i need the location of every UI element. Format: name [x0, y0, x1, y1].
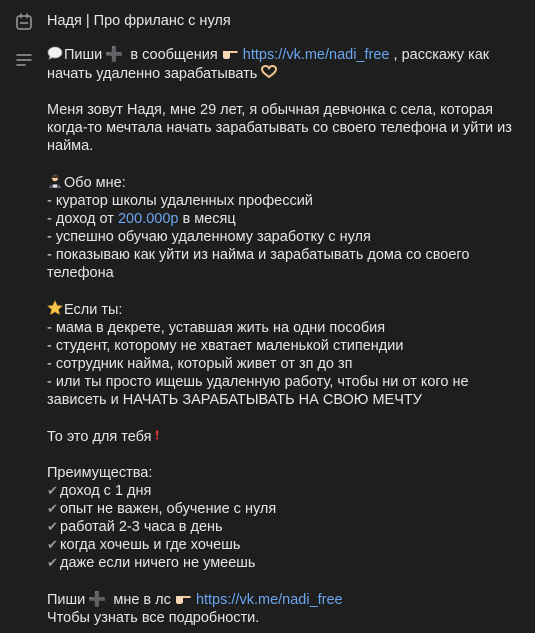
- about-paragraph: Меня зовут Надя, мне 29 лет, я обычная девчонка с села, которая когда-то мечтала начать зарабатывать со своего телефона и уйти из найма.: [47, 102, 512, 154]
- intro-after-text: , расскажу как начать удаленно зарабатывать: [47, 47, 490, 82]
- backhand-index-pointing-right-icon: [175, 590, 191, 606]
- check-mark-icon: ✔: [47, 519, 58, 534]
- spacer: [47, 83, 517, 101]
- if-you-item: - студент, которому не хватает маленькой стипендии: [47, 338, 404, 354]
- for-you-line: То это для тебя: [47, 427, 517, 446]
- check-mark-icon: ✔: [47, 501, 58, 516]
- outro-paragraph: Пиши ➕ мне в лс https://vk.me/nadi_free: [47, 592, 343, 608]
- heavy-plus-icon: ➕: [88, 592, 107, 608]
- outro-link[interactable]: https://vk.me/nadi_free: [195, 592, 343, 608]
- about-item: - показываю как уйти из найма и зарабатывать дома со своего телефона: [47, 247, 470, 281]
- spacer: [47, 572, 517, 590]
- spacer: [47, 282, 517, 300]
- benefits-heading: Преимущества:: [47, 465, 153, 481]
- intro-write-text: Пиши: [64, 47, 103, 63]
- if-you-item: - или ты просто ищешь удаленную работу, чтобы ни от кого не зависеть и НАЧАТЬ ЗАРАБАТЫВАТЬ НА СВОЮ МЕЧТУ: [47, 374, 469, 408]
- about-item: - куратор школы удаленных профессий: [47, 193, 313, 209]
- spacer: [47, 409, 517, 427]
- backhand-index-pointing-right-icon: [222, 45, 238, 61]
- speech-balloon-icon: [47, 45, 63, 61]
- about-me-heading: Обо мне:: [47, 173, 517, 192]
- benefit-item: ✔ когда хочешь и где хочешь: [47, 537, 241, 553]
- heart-hands-icon: [261, 64, 277, 80]
- channel-title: Надя | Про фриланс с нуля: [47, 13, 231, 29]
- benefit-item: ✔ доход с 1 дня: [47, 483, 152, 499]
- red-exclamation-icon: [154, 427, 164, 443]
- about-item: - доход от 200.000р в месяц: [47, 211, 236, 227]
- benefit-item: ✔ опыт не важен, обучение с нуля: [47, 501, 277, 517]
- description-lines-icon: [14, 50, 34, 70]
- star-icon: [47, 300, 63, 316]
- intro-mid-text: в сообщения: [126, 47, 222, 63]
- benefit-item: ✔ даже если ничего не умеешь: [47, 555, 256, 571]
- intro-link[interactable]: https://vk.me/nadi_free: [242, 47, 390, 63]
- channel-title-row: [0, 0, 535, 42]
- office-worker-icon: [47, 173, 63, 189]
- benefit-item: ✔ работай 2-3 часа в день: [47, 519, 223, 535]
- check-mark-icon: ✔: [47, 555, 58, 570]
- check-mark-icon: ✔: [47, 537, 58, 552]
- income-value: 200.000р: [117, 211, 179, 227]
- if-you-item: - сотрудник найма, который живет от зп до зп: [47, 356, 353, 372]
- if-you-item: - мама в декрете, уставшая жить на одни пособия: [47, 320, 386, 336]
- check-mark-icon: ✔: [47, 483, 58, 498]
- heavy-plus-icon: ➕: [105, 47, 124, 63]
- outro-last-line: Чтобы узнать все подробности.: [47, 610, 260, 626]
- intro-paragraph: [47, 45, 517, 83]
- channel-description: [47, 45, 517, 627]
- if-you-heading: Если ты:: [47, 300, 517, 319]
- spacer: [47, 446, 517, 464]
- about-item: - успешно обучаю удаленному заработку с нуля: [47, 229, 371, 245]
- channel-title-icon: [14, 12, 34, 32]
- spacer: [47, 155, 517, 173]
